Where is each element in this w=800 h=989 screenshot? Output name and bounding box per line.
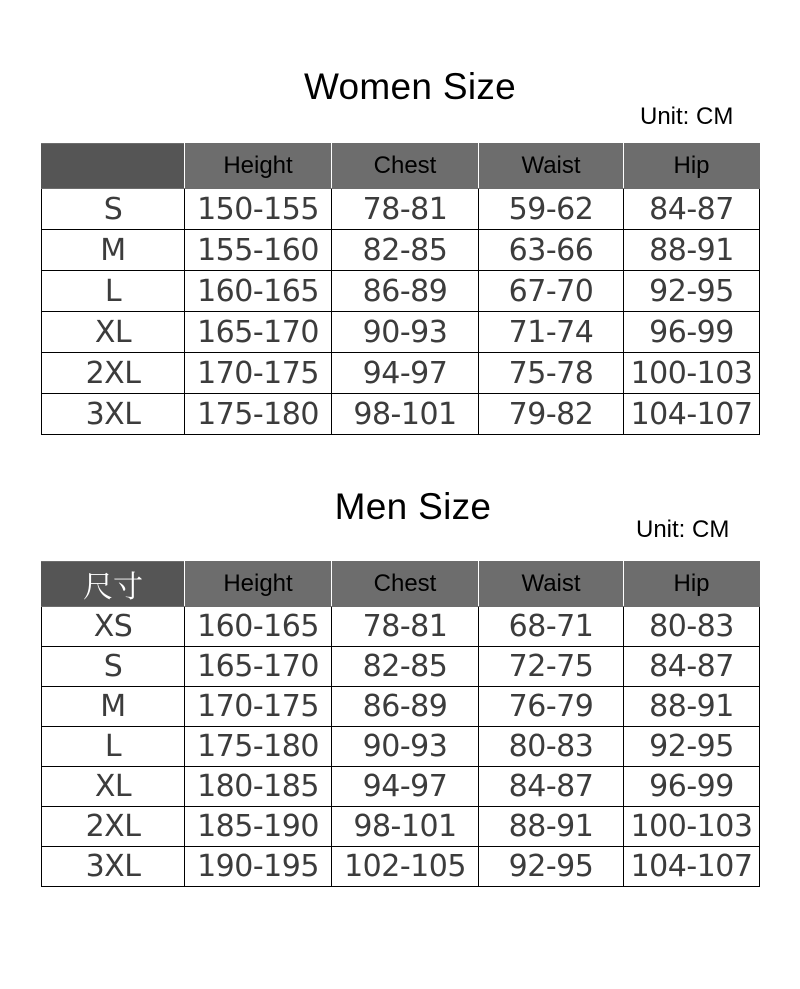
hip-column-header: Hip (624, 562, 760, 607)
chest-cell: 78-81 (332, 189, 479, 230)
chest-cell: 90-93 (332, 727, 479, 767)
size-cell: XL (42, 312, 185, 353)
waist-cell: 80-83 (479, 727, 624, 767)
height-column-header: Height (185, 144, 332, 189)
chest-cell: 82-85 (332, 647, 479, 687)
chest-cell: 82-85 (332, 230, 479, 271)
women-size-title: Women Size (303, 66, 517, 107)
size-cell: XL (42, 767, 185, 807)
table-row (42, 230, 760, 271)
table-header-row (42, 562, 760, 607)
table-row (42, 807, 760, 847)
waist-column-header: Waist (479, 144, 624, 189)
chest-cell: 94-97 (332, 353, 479, 394)
size-column-header (42, 144, 185, 189)
size-cell: S (42, 647, 185, 687)
height-cell: 190-195 (185, 847, 332, 887)
height-cell: 175-180 (185, 727, 332, 767)
waist-cell: 59-62 (479, 189, 624, 230)
hip-cell: 96-99 (624, 312, 760, 353)
table-row (42, 353, 760, 394)
hip-cell: 100-103 (624, 807, 760, 847)
size-column-header: 尺寸 (42, 562, 185, 607)
men-size-title: Men Size (334, 486, 492, 527)
chest-cell: 102-105 (332, 847, 479, 887)
size-cell: 2XL (42, 807, 185, 847)
hip-cell: 104-107 (624, 847, 760, 887)
women-size-table (41, 143, 760, 435)
chest-column-header: Chest (332, 562, 479, 607)
table-row (42, 189, 760, 230)
waist-cell: 76-79 (479, 687, 624, 727)
hip-column-header: Hip (624, 144, 760, 189)
hip-cell: 96-99 (624, 767, 760, 807)
table-row (42, 394, 760, 435)
hip-cell: 100-103 (624, 353, 760, 394)
waist-cell: 67-70 (479, 271, 624, 312)
chest-cell: 98-101 (332, 394, 479, 435)
waist-cell: 71-74 (479, 312, 624, 353)
hip-cell: 92-95 (624, 727, 760, 767)
height-cell: 180-185 (185, 767, 332, 807)
table-row (42, 312, 760, 353)
chest-cell: 90-93 (332, 312, 479, 353)
height-column-header: Height (185, 562, 332, 607)
size-cell: S (42, 189, 185, 230)
chest-cell: 98-101 (332, 807, 479, 847)
hip-cell: 84-87 (624, 647, 760, 687)
chest-column-header: Chest (332, 144, 479, 189)
height-cell: 165-170 (185, 312, 332, 353)
height-cell: 155-160 (185, 230, 332, 271)
table-row (42, 767, 760, 807)
height-cell: 170-175 (185, 353, 332, 394)
waist-cell: 68-71 (479, 607, 624, 647)
size-cell: XS (42, 607, 185, 647)
women-unit-label: Unit: CM (640, 103, 734, 130)
waist-cell: 63-66 (479, 230, 624, 271)
size-cell: L (42, 727, 185, 767)
table-row (42, 687, 760, 727)
height-cell: 170-175 (185, 687, 332, 727)
size-cell: 2XL (42, 353, 185, 394)
size-cell: M (42, 230, 185, 271)
table-row (42, 271, 760, 312)
hip-cell: 88-91 (624, 687, 760, 727)
chest-cell: 94-97 (332, 767, 479, 807)
men-unit-label: Unit: CM (636, 516, 730, 543)
size-cell: 3XL (42, 394, 185, 435)
chest-cell: 86-89 (332, 687, 479, 727)
chest-cell: 78-81 (332, 607, 479, 647)
waist-column-header: Waist (479, 562, 624, 607)
waist-cell: 84-87 (479, 767, 624, 807)
hip-cell: 84-87 (624, 189, 760, 230)
height-cell: 150-155 (185, 189, 332, 230)
hip-cell: 88-91 (624, 230, 760, 271)
hip-cell: 80-83 (624, 607, 760, 647)
table-row (42, 847, 760, 887)
waist-cell: 72-75 (479, 647, 624, 687)
height-cell: 175-180 (185, 394, 332, 435)
waist-cell: 92-95 (479, 847, 624, 887)
height-cell: 165-170 (185, 647, 332, 687)
chest-cell: 86-89 (332, 271, 479, 312)
table-row (42, 647, 760, 687)
height-cell: 160-165 (185, 607, 332, 647)
waist-cell: 75-78 (479, 353, 624, 394)
table-header-row (42, 144, 760, 189)
waist-cell: 88-91 (479, 807, 624, 847)
size-cell: M (42, 687, 185, 727)
size-cell: 3XL (42, 847, 185, 887)
table-row (42, 727, 760, 767)
hip-cell: 92-95 (624, 271, 760, 312)
table-row (42, 607, 760, 647)
size-cell: L (42, 271, 185, 312)
waist-cell: 79-82 (479, 394, 624, 435)
height-cell: 185-190 (185, 807, 332, 847)
height-cell: 160-165 (185, 271, 332, 312)
men-size-table (41, 561, 760, 887)
hip-cell: 104-107 (624, 394, 760, 435)
